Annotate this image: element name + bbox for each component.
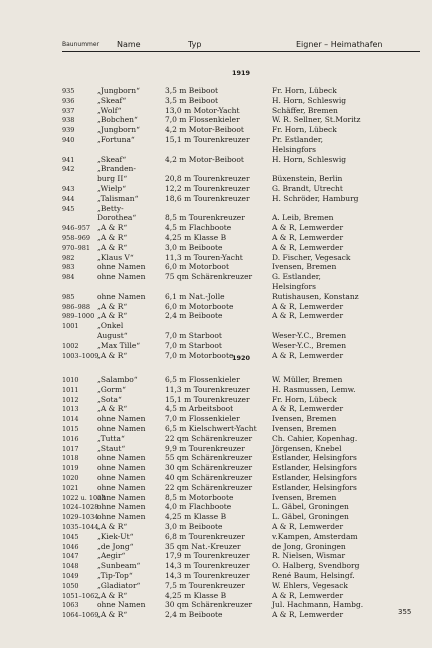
cell-typ: 14,3 m Tourenkreuzer bbox=[165, 571, 250, 580]
table-row bbox=[62, 331, 422, 341]
cell-name: ohne Namen bbox=[97, 262, 146, 272]
table-row bbox=[62, 424, 422, 434]
cell-typ: 55 qm Schärenkreuzer bbox=[165, 453, 253, 463]
table-row bbox=[62, 395, 422, 405]
cell-eigner: G. Estlander, bbox=[272, 272, 321, 282]
cell-typ: 22 qm Schärenkreuzer bbox=[165, 482, 253, 492]
cell-eigner: A & R, Lemwerder bbox=[272, 590, 344, 600]
cell-eigner: G. Brandt, Utrecht bbox=[272, 184, 343, 193]
cell-typ: 7,0 m Starboot bbox=[165, 331, 222, 340]
cell-typ: 7,0 m Flossenkieler bbox=[165, 115, 240, 125]
cell-name: ohne Namen bbox=[97, 463, 146, 473]
cell-typ: 7,0 m Flossenkieler bbox=[165, 414, 240, 424]
table-row bbox=[62, 86, 422, 96]
cell-eigner: A & R, Lemwerder bbox=[272, 610, 344, 620]
cell-name: „Tip-Top“ bbox=[97, 571, 133, 580]
cell-baunummer: 1016 bbox=[62, 434, 79, 443]
cell-baunummer: 1019 bbox=[62, 464, 79, 473]
cell-name: „Skeaf“ bbox=[97, 154, 127, 164]
cell-name: „Aegir“ bbox=[97, 551, 126, 561]
cell-baunummer: 1029–1034 bbox=[62, 513, 99, 522]
cell-typ: 7,5 m Tourenkreuzer bbox=[165, 580, 245, 590]
cell-typ: 7,0 m Motorboote bbox=[165, 350, 234, 360]
cell-name: „Sunbeam“ bbox=[97, 561, 141, 571]
table-row bbox=[62, 473, 422, 483]
page-number: 355 bbox=[398, 608, 412, 616]
table-row bbox=[62, 145, 422, 155]
table-row bbox=[62, 282, 422, 292]
cell-typ: 4,5 m Flachboote bbox=[165, 223, 232, 233]
cell-name: ohne Namen bbox=[97, 424, 146, 433]
table-row bbox=[62, 184, 422, 194]
cell-eigner: Ch. Cahier, Kopenhag. bbox=[272, 433, 358, 443]
cell-baunummer: 1046 bbox=[62, 542, 79, 551]
table-row bbox=[62, 302, 422, 312]
cell-baunummer: 938 bbox=[62, 116, 75, 125]
cell-typ: 4,0 m Flachboote bbox=[165, 502, 232, 512]
cell-name: ohne Namen bbox=[97, 502, 146, 512]
cell-eigner: Büxenstein, Berlin bbox=[272, 174, 343, 184]
cell-eigner: L. Gäbel, Groningen bbox=[272, 512, 349, 522]
cell-typ: 6,0 m Motorboote bbox=[165, 301, 234, 311]
cell-name: August“ bbox=[97, 331, 128, 340]
cell-typ: 35 qm Nat.-Kreuzer bbox=[165, 541, 241, 551]
cell-eigner: A & R, Lemwerder bbox=[272, 301, 344, 311]
cell-baunummer: 1020 bbox=[62, 474, 79, 482]
cell-eigner: A & R, Lemwerder bbox=[272, 242, 344, 252]
table-row bbox=[62, 243, 422, 253]
cell-eigner: Weser-Y.C., Bremen bbox=[272, 331, 347, 340]
cell-typ: 4,2 m Motor-Beiboot bbox=[165, 125, 244, 135]
cell-typ: 30 qm Schärenkreuzer bbox=[165, 463, 253, 473]
table-row bbox=[62, 591, 422, 601]
cell-name: „Klaus V“ bbox=[97, 252, 134, 262]
cell-baunummer: 1015 bbox=[62, 425, 79, 433]
cell-baunummer: 943 bbox=[62, 185, 75, 193]
cell-name: burg II“ bbox=[97, 174, 128, 184]
table-row bbox=[62, 463, 422, 473]
cell-eigner: v.Kampen, Amsterdam bbox=[272, 531, 358, 541]
cell-typ: 6,1 m Nat.-Jolle bbox=[165, 291, 225, 301]
cell-eigner: Helsingfors bbox=[272, 144, 316, 154]
header-rule bbox=[62, 51, 420, 52]
cell-baunummer: 1021 bbox=[62, 483, 79, 492]
cell-name: ohne Namen bbox=[97, 492, 146, 502]
cell-eigner: H. Schröder, Hamburg bbox=[272, 193, 359, 203]
cell-baunummer: 942 bbox=[62, 165, 75, 174]
cell-name: „A & R“ bbox=[97, 350, 128, 360]
cell-name: „A & R“ bbox=[97, 522, 128, 531]
cell-typ: 13,0 m Motor-Yacht bbox=[165, 105, 240, 115]
cell-eigner: Ivensen, Bremen bbox=[272, 492, 337, 502]
cell-eigner: A & R, Lemwerder bbox=[272, 522, 344, 531]
cell-eigner: René Baum, Helsingf. bbox=[272, 571, 355, 580]
cell-baunummer: 984 bbox=[62, 273, 75, 282]
cell-name: „Wolf“ bbox=[97, 105, 122, 115]
cell-baunummer: 1051–1062 bbox=[62, 591, 99, 600]
cell-eigner: W. Ehlers, Vegesack bbox=[272, 580, 348, 590]
cell-typ: 8,5 m Motorboote bbox=[165, 492, 234, 502]
cell-baunummer: 1013 bbox=[62, 405, 79, 414]
cell-baunummer: 1010 bbox=[62, 376, 79, 384]
cell-name: ohne Namen bbox=[97, 482, 146, 492]
table-row bbox=[62, 444, 422, 454]
cell-typ: 3,0 m Beiboote bbox=[165, 522, 223, 531]
cell-typ: 75 qm Schärenkreuzer bbox=[165, 272, 253, 282]
table-row bbox=[62, 174, 422, 184]
cell-baunummer: 983 bbox=[62, 263, 75, 272]
cell-typ: 12,2 m Tourenkreuzer bbox=[165, 184, 250, 193]
cell-eigner: Weser-Y.C., Bremen bbox=[272, 340, 347, 350]
cell-baunummer: 944 bbox=[62, 194, 75, 203]
cell-baunummer: 958–969 bbox=[62, 234, 91, 242]
cell-baunummer: 986–988 bbox=[62, 302, 91, 311]
table-row bbox=[62, 272, 422, 282]
cell-eigner: W. R. Sellner, St.Moritz bbox=[272, 115, 361, 125]
cell-name: „A & R“ bbox=[97, 311, 128, 321]
cell-eigner: Estlander, Helsingfors bbox=[272, 453, 357, 463]
cell-baunummer: 1050 bbox=[62, 581, 79, 590]
table-row bbox=[62, 164, 422, 174]
cell-typ: 7,0 m Starboot bbox=[165, 340, 222, 350]
table-row bbox=[62, 610, 422, 620]
cell-typ: 11,3 m Tourenkreuzer bbox=[165, 384, 250, 394]
table-row bbox=[62, 542, 422, 552]
cell-name: „Bobchen“ bbox=[97, 115, 138, 125]
cell-baunummer: 1024–1028 bbox=[62, 503, 99, 512]
cell-eigner: Fr. Horn, Lübeck bbox=[272, 86, 337, 95]
cell-name: „Talisman“ bbox=[97, 193, 139, 203]
cell-baunummer: 1048 bbox=[62, 562, 79, 571]
table-row bbox=[62, 292, 422, 302]
cell-name: ohne Namen bbox=[97, 414, 146, 424]
cell-name: „Jungborn“ bbox=[97, 125, 140, 135]
cell-typ: 4,25 m Klasse B bbox=[165, 233, 227, 242]
table-row bbox=[62, 502, 422, 512]
table-row bbox=[62, 375, 422, 385]
cell-typ: 6,0 m Motorboot bbox=[165, 262, 229, 272]
cell-typ: 6,5 m Flossenkieler bbox=[165, 375, 240, 384]
cell-typ: 11,3 m Touren-Yacht bbox=[165, 252, 243, 262]
cell-baunummer: 939 bbox=[62, 126, 75, 135]
table-row bbox=[62, 522, 422, 532]
cell-typ: 4,2 m Motor-Beiboot bbox=[165, 154, 244, 164]
header-eigner: Eigner – Heimathafen bbox=[296, 40, 383, 49]
cell-eigner: Jörgensen, Knebel bbox=[272, 443, 342, 453]
cell-eigner: D. Fischer, Vegesack bbox=[272, 252, 351, 262]
table-row bbox=[62, 115, 422, 125]
cell-typ: 15,1 m Tourenkreuzer bbox=[165, 394, 250, 404]
cell-name: „A & R“ bbox=[97, 242, 128, 252]
cell-name: „Tutta“ bbox=[97, 433, 125, 443]
cell-typ: 14,3 m Tourenkreuzer bbox=[165, 561, 250, 571]
cell-baunummer: 1017 bbox=[62, 444, 79, 453]
table-row bbox=[62, 385, 422, 395]
cell-baunummer: 1049 bbox=[62, 572, 79, 580]
cell-baunummer: 1022 u. 1023 bbox=[62, 493, 106, 502]
table-row bbox=[62, 493, 422, 503]
cell-eigner: H. Horn, Schleswig bbox=[272, 154, 347, 164]
cell-baunummer: 989–1000 bbox=[62, 312, 95, 321]
year-heading: 1919 bbox=[231, 69, 251, 77]
cell-name: ohne Namen bbox=[97, 291, 146, 301]
cell-name: ohne Namen bbox=[97, 473, 146, 482]
cell-eigner: H. Horn, Schleswig bbox=[272, 95, 347, 105]
cell-name: „Staut“ bbox=[97, 443, 126, 453]
table-row bbox=[62, 434, 422, 444]
cell-name: „A & R“ bbox=[97, 590, 128, 600]
header-typ: Typ bbox=[188, 40, 202, 49]
cell-typ: 8,5 m Tourenkreuzer bbox=[165, 213, 245, 223]
table-row bbox=[62, 311, 422, 321]
cell-typ: 2,4 m Beiboote bbox=[165, 311, 223, 321]
cell-baunummer: 985 bbox=[62, 292, 75, 301]
cell-baunummer: 970–981 bbox=[62, 243, 91, 252]
cell-name: „A & R“ bbox=[97, 223, 128, 233]
cell-baunummer: 1014 bbox=[62, 415, 79, 424]
cell-name: „de Jong“ bbox=[97, 541, 134, 551]
cell-typ: 2,4 m Beiboote bbox=[165, 610, 223, 620]
table-row bbox=[62, 404, 422, 414]
header-nr: Baunummer bbox=[62, 41, 100, 48]
cell-eigner: Ivensen, Bremen bbox=[272, 262, 337, 272]
cell-name: ohne Namen bbox=[97, 600, 146, 610]
cell-name: „Onkel bbox=[97, 321, 124, 331]
cell-baunummer: 1064–1069 bbox=[62, 611, 99, 620]
cell-typ: 3,5 m Beiboot bbox=[165, 95, 219, 105]
table-row bbox=[62, 321, 422, 331]
cell-baunummer: 1063 bbox=[62, 601, 79, 610]
cell-eigner: Schäffer, Bremen bbox=[272, 105, 338, 115]
cell-typ: 6,5 m Kielschwert-Yacht bbox=[165, 424, 257, 433]
cell-eigner: Ivensen, Bremen bbox=[272, 424, 337, 433]
cell-eigner: Estlander, Helsingfors bbox=[272, 482, 357, 492]
cell-typ: 20,8 m Tourenkreuzer bbox=[165, 174, 250, 184]
table-row bbox=[62, 96, 422, 106]
cell-eigner: Ivensen, Bremen bbox=[272, 414, 337, 424]
cell-eigner: Helsingfors bbox=[272, 282, 316, 291]
cell-name: „Wielp“ bbox=[97, 184, 127, 193]
cell-name: „A & R“ bbox=[97, 233, 128, 242]
cell-name: „Max Tille“ bbox=[97, 340, 141, 350]
table-row bbox=[62, 551, 422, 561]
cell-name: „A & R“ bbox=[97, 301, 128, 311]
table-row bbox=[62, 341, 422, 351]
cell-eigner: Estlander, Helsingfors bbox=[272, 463, 357, 473]
cell-name: ohne Namen bbox=[97, 512, 146, 522]
cell-typ: 4,25 m Klasse B bbox=[165, 590, 227, 600]
table-row bbox=[62, 532, 422, 542]
cell-baunummer: 982 bbox=[62, 253, 75, 262]
cell-baunummer: 1012 bbox=[62, 395, 79, 404]
cell-baunummer: 935 bbox=[62, 87, 75, 95]
table-row bbox=[62, 512, 422, 522]
cell-baunummer: 1045 bbox=[62, 532, 79, 541]
cell-name: „Skeaf“ bbox=[97, 95, 127, 105]
cell-typ: 3,5 m Beiboot bbox=[165, 86, 219, 95]
table-row bbox=[62, 561, 422, 571]
cell-baunummer: 945 bbox=[62, 204, 75, 213]
cell-baunummer: 946–957 bbox=[62, 224, 91, 233]
cell-name: „A & R“ bbox=[97, 404, 128, 414]
cell-typ: 3,0 m Beiboote bbox=[165, 242, 223, 252]
cell-typ: 30 qm Schärenkreuzer bbox=[165, 600, 253, 610]
table-row bbox=[62, 253, 422, 263]
cell-baunummer: 1047 bbox=[62, 552, 79, 561]
table-row bbox=[62, 483, 422, 493]
cell-baunummer: 1001 bbox=[62, 322, 79, 331]
cell-eigner: H. Rasmussen, Lemw. bbox=[272, 384, 356, 394]
cell-typ: 18,6 m Tourenkreuzer bbox=[165, 193, 250, 203]
cell-baunummer: 1011 bbox=[62, 385, 79, 394]
table-row bbox=[62, 204, 422, 214]
cell-baunummer: 936 bbox=[62, 96, 75, 105]
table-row bbox=[62, 581, 422, 591]
table-row bbox=[62, 135, 422, 145]
cell-eigner: Fr. Horn, Lübeck bbox=[272, 125, 337, 135]
cell-baunummer: 940 bbox=[62, 136, 75, 144]
table-row bbox=[62, 125, 422, 135]
table-row bbox=[62, 600, 422, 610]
cell-eigner: Rutishausen, Konstanz bbox=[272, 291, 359, 301]
table-row bbox=[62, 414, 422, 424]
cell-eigner: Estlander, Helsingfors bbox=[272, 473, 357, 482]
cell-baunummer: 1035–1044 bbox=[62, 523, 99, 531]
header-name: Name bbox=[117, 40, 141, 49]
cell-eigner: A & R, Lemwerder bbox=[272, 233, 344, 242]
cell-name: „Fortuna“ bbox=[97, 135, 135, 144]
table-row bbox=[62, 223, 422, 233]
cell-eigner: Pr. Estlander, bbox=[272, 135, 323, 144]
cell-eigner: Fr. Horn, Lübeck bbox=[272, 394, 337, 404]
cell-typ: 9,9 m Tourenkreuzer bbox=[165, 443, 245, 453]
cell-name: ohne Namen bbox=[97, 453, 146, 463]
cell-eigner: A & R, Lemwerder bbox=[272, 404, 344, 414]
cell-eigner: A. Leib, Bremen bbox=[272, 213, 334, 223]
cell-name: „Salambo“ bbox=[97, 375, 138, 384]
table-row bbox=[62, 453, 422, 463]
cell-baunummer: 941 bbox=[62, 155, 75, 164]
cell-eigner: A & R, Lemwerder bbox=[272, 350, 344, 360]
cell-baunummer: 1003–1009 bbox=[62, 351, 99, 360]
cell-name: „Sota“ bbox=[97, 394, 122, 404]
cell-name: „Gladiator“ bbox=[97, 580, 141, 590]
cell-eigner: A & R, Lemwerder bbox=[272, 223, 344, 233]
cell-name: „Branden- bbox=[97, 164, 136, 174]
cell-eigner: L. Gäbel, Groningen bbox=[272, 502, 349, 512]
table-row bbox=[62, 262, 422, 272]
cell-typ: 15,1 m Tourenkreuzer bbox=[165, 135, 250, 144]
cell-typ: 22 qm Schärenkreuzer bbox=[165, 433, 253, 443]
cell-name: „Jungborn“ bbox=[97, 86, 140, 95]
cell-name: „A & R“ bbox=[97, 610, 128, 620]
cell-name: „Gorm“ bbox=[97, 384, 126, 394]
table-row bbox=[62, 213, 422, 223]
cell-typ: 17,9 m Tourenkreuzer bbox=[165, 551, 250, 561]
cell-name: Dorothea“ bbox=[97, 213, 137, 223]
table-row bbox=[62, 571, 422, 581]
cell-eigner: O. Halberg, Svendborg bbox=[272, 561, 360, 571]
table-row bbox=[62, 155, 422, 165]
table-row bbox=[62, 233, 422, 243]
cell-baunummer: 937 bbox=[62, 106, 75, 115]
cell-eigner: W. Müller, Bremen bbox=[272, 375, 343, 384]
cell-eigner: R. Nielsen, Wismar bbox=[272, 551, 346, 561]
table-row bbox=[62, 194, 422, 204]
cell-eigner: A & R, Lemwerder bbox=[272, 311, 344, 321]
cell-typ: 4,25 m Klasse B bbox=[165, 512, 227, 522]
cell-baunummer: 1018 bbox=[62, 454, 79, 463]
cell-typ: 4,5 m Arbeitsboot bbox=[165, 404, 234, 414]
cell-baunummer: 1002 bbox=[62, 341, 79, 350]
table-row bbox=[62, 106, 422, 116]
cell-eigner: Jul. Hachmann, Hambg. bbox=[272, 600, 364, 610]
cell-typ: 40 qm Schärenkreuzer bbox=[165, 473, 253, 482]
cell-typ: 6,8 m Tourenkreuzer bbox=[165, 531, 245, 541]
cell-name: ohne Namen bbox=[97, 272, 146, 282]
cell-name: „Betty- bbox=[97, 203, 124, 213]
cell-eigner: de Jong, Groningen bbox=[272, 541, 346, 551]
year-heading: 1920 bbox=[231, 354, 251, 362]
cell-name: „Kiek-Ut“ bbox=[97, 531, 134, 541]
